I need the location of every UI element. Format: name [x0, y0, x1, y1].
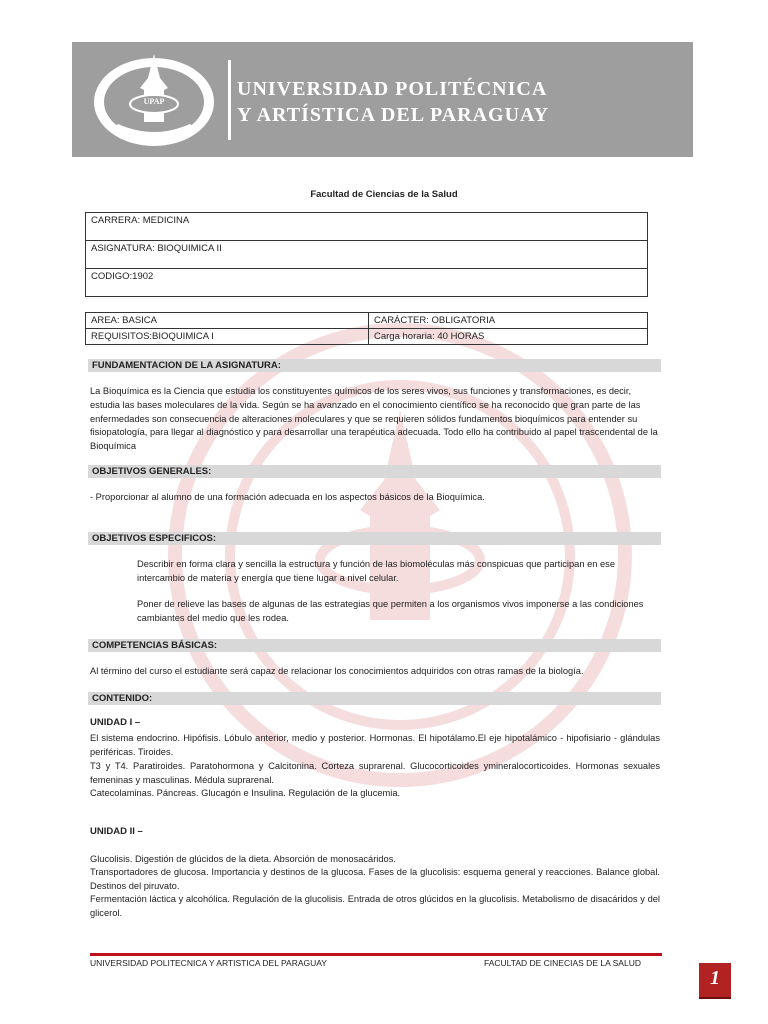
- objetivo-especifico-2: Poner de relieve las bases de algunas de las estrategias que permiten a los organismos vivos imponerse a las condiciones cambiantes del medio que les rodea.: [137, 599, 644, 623]
- footer-university: UNIVERSIDAD POLITECNICA Y ARTISTICA DEL PARAGUAY: [90, 958, 327, 968]
- logo-text: UPAP: [143, 97, 165, 106]
- fundamentacion-heading: FUNDAMENTACION DE LA ASIGNATURA:: [88, 359, 661, 372]
- footer-faculty: FACULTAD DE CINECIAS DE LA SALUD: [484, 958, 641, 968]
- objetivo-especifico-1: Describir en forma clara y sencilla la estructura y función de las biomoléculas más conspicuas que participan en ese intercambio de materia y energía que tiene lugar a nivel celular.: [137, 559, 615, 583]
- carga-horaria-cell: Carga horaria: 40 HORAS: [369, 329, 648, 345]
- asignatura-cell: ASIGNATURA: BIOQUIMICA II: [86, 241, 648, 269]
- unidad-1-p1: El sistema endocrino. Hipófisis. Lóbulo anterior, medio y posterior. Hormonas. El hipotálamo.El eje hipotalámico - hipofisiario - glándulas periféricas. Tiroides.: [90, 733, 660, 757]
- objetivos-generales-heading: OBJETIVOS GENERALES:: [88, 465, 661, 478]
- unidad-2-title: UNIDAD II –: [90, 826, 143, 837]
- carrera-cell: CARRERA: MEDICINA: [86, 213, 648, 241]
- objetivos-especificos-heading: OBJETIVOS ESPECIFICOS:: [88, 532, 661, 545]
- competencias-heading: COMPETENCIAS BÁSICAS:: [88, 639, 661, 652]
- unidad-1-p3: Catecolaminas. Páncreas. Glucagón e Insulina. Regulación de la glucemia.: [90, 788, 401, 798]
- unidad-1-title: UNIDAD I –: [90, 717, 141, 728]
- fundamentacion-text: La Bioquímica es la Ciencia que estudia los constituyentes químicos de los seres vivos, sus funciones y transformaciones, es decir, estudia las bases moleculares de la vida. Según se ha avanzado en el conocimiento científico se ha reconocido que gran parte de las enfermedades son consecuencia de alteraciones moleculares y que se requieren sólidos fundamentos bioquímicos para entender su fisiopatología, para llegar al diagnóstico y para desarrollar una terapéutica adecuada. Todo ello ha contribuido al papel trascendental de la Bioquímica: [90, 386, 658, 452]
- requisitos-cell: REQUISITOS:BIOQUIMICA I: [86, 329, 369, 345]
- course-info-table: [85, 212, 648, 297]
- objetivos-generales-text: - Proporcionar al alumno de una formación adecuada en los aspectos básicos de la Bioquímica.: [90, 492, 485, 502]
- header-banner: [72, 42, 693, 157]
- unidad-1-p2: T3 y T4. Paratiroides. Paratohormona y Calcitonina. Corteza suprarenal. Glucocorticoides ymineralocorticoides. Hormonas sexuales femeninas y masculinas. Médula suprarenal.: [90, 761, 660, 785]
- competencias-text: Al término del curso el estudiante será capaz de relacionar los conocimientos adquiridos con otras ramas de la biología.: [90, 666, 584, 676]
- unidad-2-p2: Transportadores de glucosa. Importancia y destinos de la glucosa. Fases de la glucolisis: esquema general y reacciones. Balance global. Destinos del piruvato.: [90, 867, 660, 891]
- unidad-2-p1: Glucolisis. Digestión de glúcidos de la dieta. Absorción de monosacáridos.: [90, 854, 396, 864]
- contenido-heading: CONTENIDO:: [88, 692, 661, 705]
- university-name-line1: UNIVERSIDAD POLITÉCNICA: [237, 78, 548, 100]
- footer-divider: [90, 953, 662, 956]
- course-details-table: [85, 312, 648, 345]
- unidad-2-p3: Fermentación láctica y alcohólica. Regulación de la glucolisis. Entrada de otros glúcidos en la glucolisis. Metabolismo de disacáridos y del glicerol.: [90, 894, 660, 918]
- faculty-title: Facultad de Ciencias de la Salud: [310, 189, 458, 200]
- codigo-cell: CODIGO:1902: [86, 269, 648, 297]
- area-cell: AREA: BASICA: [86, 313, 369, 329]
- banner-divider: [228, 60, 231, 140]
- university-name-line2: Y ARTÍSTICA DEL PARAGUAY: [237, 104, 550, 126]
- caracter-cell: CARÁCTER: OBLIGATORIA: [369, 313, 648, 329]
- page-number: 1: [699, 963, 731, 997]
